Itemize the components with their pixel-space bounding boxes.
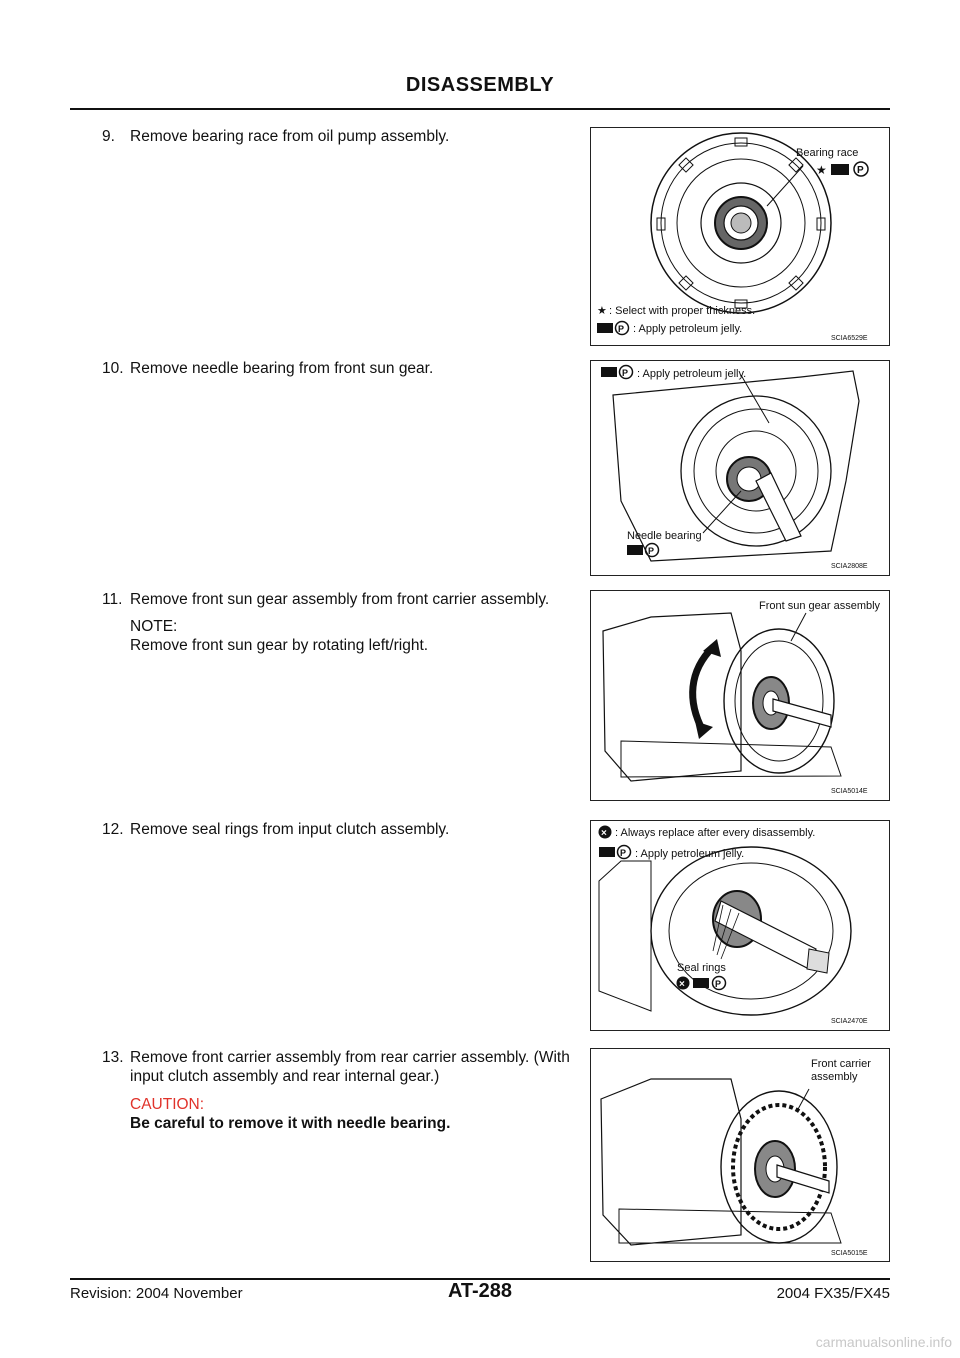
- svg-text:×: ×: [679, 979, 685, 990]
- caution-text: Be careful to remove it with needle bearing.: [130, 1115, 451, 1132]
- callout-label: Needle bearing: [627, 530, 702, 542]
- figure-code: SCIA2470E: [831, 1018, 868, 1025]
- callout-label: Front carrier: [811, 1058, 871, 1070]
- step-10: [102, 359, 572, 378]
- figure-code: SCIA2808E: [831, 563, 868, 570]
- petroleum-jelly-icon: [831, 162, 868, 176]
- step-text: Remove bearing race from oil pump assembly.: [130, 128, 450, 145]
- oil-pump-drawing: [651, 133, 831, 313]
- step-number: 11.: [102, 591, 123, 608]
- transmission-drawing: [601, 1079, 841, 1245]
- svg-text:P: P: [857, 165, 864, 176]
- callout-label: Front sun gear assembly: [759, 600, 881, 612]
- legend-text: : Apply petroleum jelly.: [633, 323, 743, 335]
- petroleum-jelly-icon: [627, 544, 659, 557]
- step-12: [102, 820, 572, 839]
- legend-text: : Apply petroleum jelly.: [637, 368, 747, 380]
- step-text: Remove front carrier assembly from rear carrier assembly. (With: [130, 1049, 570, 1066]
- petroleum-jelly-icon: [601, 366, 633, 379]
- note-label: NOTE:: [130, 618, 178, 635]
- petroleum-jelly-icon: [599, 846, 631, 859]
- figure-seal-rings: [590, 820, 890, 1031]
- star-icon: [816, 163, 827, 177]
- callout-label: Bearing race: [796, 147, 859, 159]
- svg-text:P: P: [622, 368, 629, 378]
- revision-date: Revision: 2004 November: [70, 1285, 243, 1302]
- svg-text:P: P: [620, 848, 627, 858]
- figure-code: SCIA5014E: [831, 788, 868, 795]
- figure-front-sun-gear: [590, 590, 890, 801]
- step-text: Remove front sun gear assembly from front carrier assembly.: [130, 591, 550, 608]
- legend-text: : Select with proper thickness.: [609, 305, 756, 317]
- callout-label: Seal rings: [677, 962, 726, 974]
- header-rule: [70, 108, 890, 110]
- svg-text:★: ★: [816, 163, 827, 177]
- petroleum-jelly-icon: [693, 977, 726, 990]
- svg-text:P: P: [648, 546, 655, 556]
- figure-code: SCIA5015E: [831, 1250, 868, 1257]
- page-title: DISASSEMBLY: [405, 74, 555, 96]
- svg-text:P: P: [618, 324, 625, 334]
- figure-bearing-race: [590, 127, 890, 346]
- always-replace-icon: [677, 977, 690, 991]
- star-icon: [597, 305, 607, 317]
- step-number: 12.: [102, 821, 124, 838]
- callout-label: assembly: [811, 1071, 858, 1083]
- step-text: Remove seal rings from input clutch assembly.: [130, 821, 450, 838]
- always-replace-icon: [599, 826, 612, 840]
- svg-text:★: ★: [597, 305, 607, 317]
- step-13: [102, 1048, 572, 1133]
- step-text: Remove needle bearing from front sun gear.: [130, 360, 434, 377]
- figure-needle-bearing: [590, 360, 890, 576]
- svg-text:P: P: [715, 979, 722, 989]
- transmission-drawing: [603, 613, 841, 781]
- legend-text: : Always replace after every disassembly.: [615, 827, 816, 839]
- input-clutch-drawing: [599, 847, 851, 1015]
- caution-label: CAUTION:: [130, 1096, 205, 1113]
- note-text: Remove front sun gear by rotating left/right.: [130, 637, 429, 654]
- model-name: 2004 FX35/FX45: [776, 1285, 890, 1302]
- step-text-continued: input clutch assembly and rear internal gear.): [130, 1068, 440, 1085]
- figure-front-carrier: [590, 1048, 890, 1262]
- petroleum-jelly-icon: [597, 322, 629, 335]
- step-number: 9.: [102, 128, 115, 145]
- step-9: [102, 127, 572, 146]
- rotate-arrow-icon: [693, 639, 721, 739]
- svg-text:×: ×: [601, 828, 607, 839]
- step-11: [102, 590, 572, 655]
- figure-code: SCIA6529E: [831, 335, 868, 342]
- step-number: 13.: [102, 1049, 124, 1066]
- legend-text: : Apply petroleum jelly.: [635, 848, 745, 860]
- step-number: 10.: [102, 360, 124, 377]
- page-number: AT-288: [447, 1280, 513, 1302]
- watermark: carmanualsonline.info: [815, 1334, 952, 1350]
